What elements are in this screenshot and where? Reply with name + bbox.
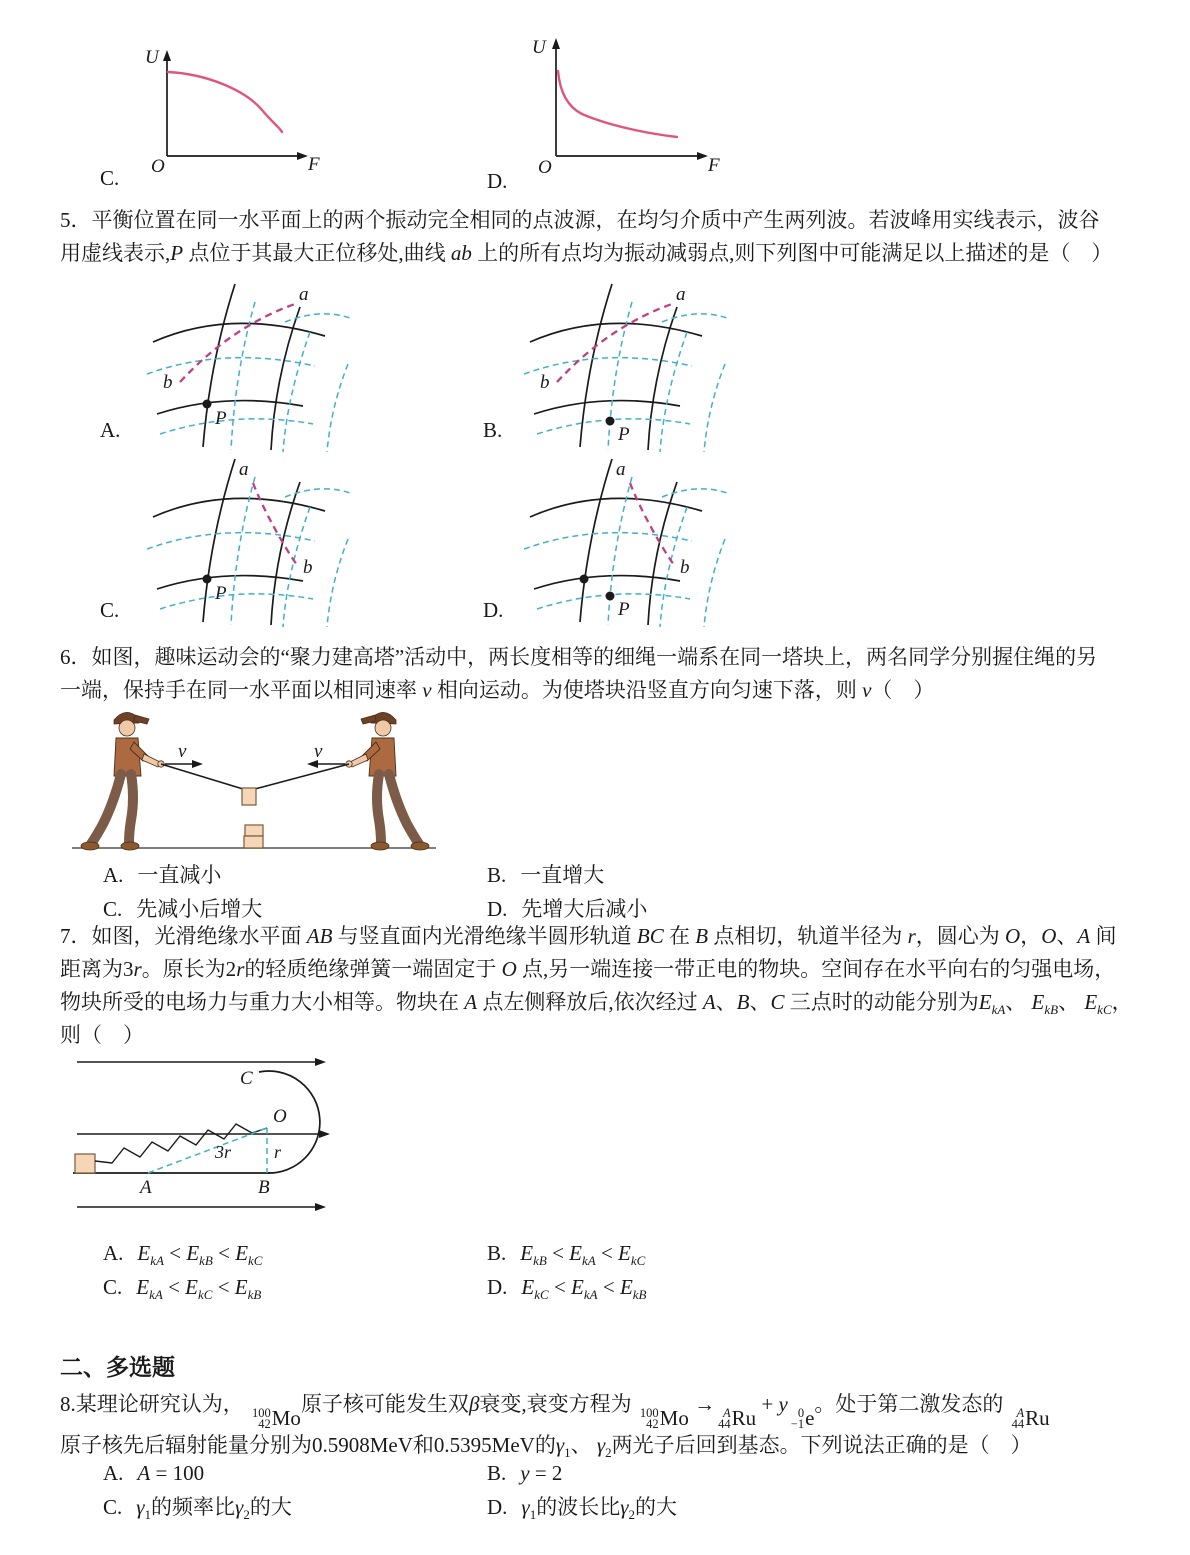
q5-diagram-c bbox=[135, 457, 385, 629]
field-arrowhead-top bbox=[315, 1058, 326, 1066]
x-axis-arrowhead bbox=[297, 152, 308, 160]
q7-option-a bbox=[103, 1236, 487, 1270]
charged-block bbox=[75, 1154, 95, 1173]
option-letter: A. bbox=[103, 1241, 124, 1265]
option-text: $\gamma_1$的频率比$\gamma_2$的大 bbox=[136, 1495, 292, 1523]
option-text: y = 2 bbox=[520, 1461, 563, 1485]
question-5-text bbox=[60, 204, 1145, 270]
q6-line-2: 一端，保持手在同一水平面以相同速率 v 相向运动。为使塔块沿竖直方向匀速下落，则 v（ ） bbox=[60, 678, 935, 702]
hanging-block bbox=[242, 788, 256, 805]
point-p-dot bbox=[203, 575, 212, 584]
label-a: a bbox=[616, 459, 626, 480]
section-2-title: 二、多选题 bbox=[60, 1355, 175, 1380]
question-7-text bbox=[60, 920, 1145, 1052]
graph-d-letter: D. bbox=[487, 169, 508, 193]
label-a: a bbox=[239, 459, 249, 480]
rope-left bbox=[161, 764, 243, 789]
label-b: B bbox=[258, 1177, 270, 1198]
label-o: O bbox=[273, 1106, 287, 1127]
y-axis-arrowhead bbox=[552, 38, 560, 49]
option-text: $E_{kC} < E_{kA} < E_{kB}$ bbox=[521, 1275, 647, 1303]
crossing-dot bbox=[580, 575, 589, 584]
option-text: $E_{kA} < E_{kC} < E_{kB}$ bbox=[136, 1275, 262, 1303]
y-axis-arrowhead bbox=[163, 50, 171, 61]
field-arrowhead-middle bbox=[319, 1130, 330, 1138]
q7-figure-track bbox=[70, 1048, 355, 1220]
weak-line-ab bbox=[180, 304, 295, 382]
label-a: a bbox=[676, 284, 686, 305]
y-axis-label: U bbox=[532, 37, 546, 58]
q8-line-2: 原子核先后辐射能量分别为0.5908MeV和0.5395MeV的$\gamma_1$、 $\gamma_2$两光子后回到基态。下列说法正确的是（ ） bbox=[60, 1433, 1032, 1461]
option-text: $E_{kB} < E_{kA} < E_{kC}$ bbox=[520, 1241, 646, 1269]
option-text: $\gamma_1$的波长比$\gamma_2$的大 bbox=[521, 1495, 677, 1523]
x-axis-label: F bbox=[708, 155, 720, 176]
label-p: P bbox=[215, 408, 227, 429]
spring bbox=[95, 1124, 267, 1163]
field-arrowhead-bottom bbox=[315, 1203, 326, 1211]
question-8-text bbox=[60, 1388, 1145, 1462]
q5-option-d-letter: D. bbox=[483, 598, 504, 622]
option-text: 先增大后减小 bbox=[521, 897, 648, 921]
option-letter: B. bbox=[487, 1461, 507, 1485]
label-r: r bbox=[274, 1142, 282, 1162]
label-b: b bbox=[540, 372, 550, 393]
q5-diagram-d bbox=[512, 457, 762, 629]
question-6-text bbox=[60, 641, 1145, 707]
label-a: a bbox=[299, 284, 309, 305]
option-letter: D. bbox=[487, 1495, 508, 1519]
velocity-label-right: v bbox=[314, 741, 323, 762]
curve-c bbox=[168, 72, 282, 132]
graph-d-uf bbox=[480, 15, 725, 180]
y-axis-label: U bbox=[145, 47, 159, 68]
q7-line-2: 距离为3r。原长为2r的轻质绝缘弹簧一端固定于 O 点,另一端连接一带正电的物块。空间存在水平向右的匀强电场， bbox=[60, 957, 1116, 981]
option-letter: D. bbox=[487, 1275, 508, 1299]
q6-figure-two-students bbox=[70, 700, 440, 852]
q7-option-b bbox=[487, 1236, 1103, 1270]
velocity-arrowhead-left bbox=[192, 760, 203, 768]
label-b: b bbox=[163, 372, 173, 393]
label-p: P bbox=[215, 583, 227, 604]
option-letter: C. bbox=[103, 1275, 123, 1299]
rope-right bbox=[255, 764, 349, 789]
q7-line-4: 则（ ） bbox=[60, 1023, 144, 1047]
origin-label: O bbox=[151, 156, 165, 177]
q5-diagram-b bbox=[512, 282, 762, 454]
velocity-label-left: v bbox=[178, 741, 187, 762]
stack-block-top bbox=[245, 825, 263, 836]
label-b: b bbox=[680, 557, 690, 578]
student-left bbox=[81, 712, 164, 850]
option-text: 一直减小 bbox=[137, 863, 222, 887]
q5-diagram-a bbox=[135, 282, 385, 454]
option-letter: A. bbox=[103, 863, 124, 887]
q7-option-d bbox=[487, 1270, 1103, 1304]
x-axis-label: F bbox=[308, 154, 320, 175]
semicircular-track bbox=[259, 1071, 320, 1173]
option-text: A = 100 bbox=[137, 1461, 205, 1485]
q5-option-c-letter: C. bbox=[100, 598, 120, 622]
point-p-dot bbox=[606, 417, 615, 426]
option-text: 先减小后增大 bbox=[136, 897, 263, 921]
x-axis-arrowhead bbox=[697, 152, 708, 160]
q7-line-1: 7．如图，光滑绝缘水平面 AB 与竖直面内光滑绝缘半圆形轨道 BC 在 B 点相切，轨道半径为 r，圆心为 O，O、A 间 bbox=[60, 924, 1117, 948]
q6-line-1: 6．如图，趣味运动会的“聚力建高塔”活动中，两长度相等的细绳一端系在同一塔块上，两名同学分别握住绳的另 bbox=[60, 645, 1098, 669]
q8-option-a bbox=[103, 1456, 487, 1490]
weak-line-ab bbox=[557, 304, 672, 382]
q8-line-1: 8.某理论研究认为， 100 42 Mo 原子核可能发生双β衰变,衰变方程为 100 42 Mo → A 44 Ru + y 0 −1 e 。处于第二激发态的 A 44 Ru bbox=[60, 1392, 1050, 1431]
option-letter: B. bbox=[487, 863, 507, 887]
student-right bbox=[346, 712, 429, 850]
graph-c-letter: C. bbox=[100, 166, 120, 190]
q5-option-a-letter: A. bbox=[100, 418, 121, 442]
point-p-dot bbox=[606, 592, 615, 601]
q6-option-b bbox=[487, 858, 1103, 892]
label-b: b bbox=[303, 557, 313, 578]
stack-block-bottom bbox=[244, 836, 263, 848]
q8-option-c bbox=[103, 1490, 487, 1524]
q5-line-1: 5．平衡位置在同一水平面上的两个振动完全相同的点波源，在均匀介质中产生两列波。若波峰用实线表示，波谷 bbox=[60, 208, 1100, 232]
label-3r: 3r bbox=[215, 1142, 232, 1162]
point-p-dot bbox=[203, 400, 212, 409]
option-letter: C. bbox=[103, 1495, 123, 1519]
q6-option-a bbox=[103, 858, 487, 892]
option-letter: C. bbox=[103, 897, 123, 921]
q6-options bbox=[103, 858, 1103, 926]
graph-c-uf bbox=[95, 30, 335, 180]
option-letter: D. bbox=[487, 897, 508, 921]
q5-line-2: 用虚线表示,P 点位于其最大正位移处,曲线 ab 上的所有点均为振动减弱点,则下列图中可能满足以上描述的是（ ） bbox=[60, 241, 1113, 265]
q7-option-c bbox=[103, 1270, 487, 1304]
q7-line-3: 物块所受的电场力与重力大小相等。物块在 A 点左侧释放后,依次经过 A、B、C 三点时的动能分别为$E_{kA}$、 $E_{kB}$、 $E_{kC}$， bbox=[60, 990, 1133, 1018]
q8-option-d bbox=[487, 1490, 1103, 1524]
option-letter: B. bbox=[487, 1241, 507, 1265]
q7-options bbox=[103, 1236, 1103, 1304]
label-p: P bbox=[618, 424, 630, 445]
option-text: $E_{kA} < E_{kB} < E_{kC}$ bbox=[137, 1241, 263, 1269]
label-a: A bbox=[140, 1177, 152, 1198]
origin-label: O bbox=[538, 157, 552, 178]
label-c: C bbox=[240, 1068, 253, 1089]
q8-option-b bbox=[487, 1456, 1103, 1490]
curve-d bbox=[558, 71, 677, 137]
q5-option-b-letter: B. bbox=[483, 418, 503, 442]
q8-options bbox=[103, 1456, 1103, 1524]
label-p: P bbox=[618, 599, 630, 620]
option-letter: A. bbox=[103, 1461, 124, 1485]
option-text: 一直增大 bbox=[520, 863, 605, 887]
